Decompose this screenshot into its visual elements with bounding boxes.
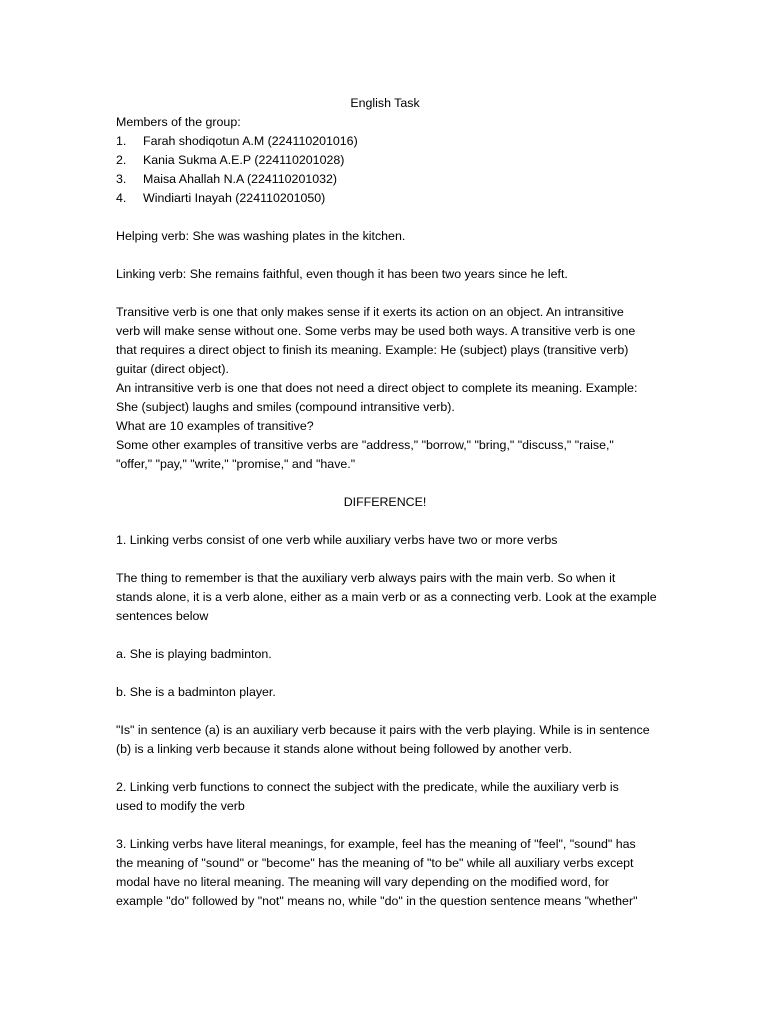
list-item xyxy=(116,189,654,208)
list-item xyxy=(116,132,654,151)
paragraph-line: example "do" followed by "not" means no, while "do" in the question sentence means "whether" xyxy=(116,894,638,908)
list-number: 2. xyxy=(116,153,127,167)
members-heading: Members of the group: xyxy=(116,115,241,129)
list-item xyxy=(116,151,654,170)
member-name: Windiarti Inayah (224110201050) xyxy=(143,191,326,205)
document-title: English Task xyxy=(350,96,420,110)
member-name: Farah shodiqotun A.M (224110201016) xyxy=(143,134,358,148)
paragraph-line: An intransitive verb is one that does not need a direct object to complete its meaning. Example: xyxy=(116,381,638,395)
paragraph-line: The thing to remember is that the auxiliary verb always pairs with the main verb. So when it xyxy=(116,571,616,585)
point-3 xyxy=(116,835,654,911)
paragraph-line: She (subject) laughs and smiles (compound intransitive verb). xyxy=(116,400,455,414)
paragraph-line: 2. Linking verb functions to connect the subject with the predicate, while the auxiliary verb is xyxy=(116,780,619,794)
helping-verb-paragraph: Helping verb: She was washing plates in the kitchen. xyxy=(116,229,406,243)
paragraph-line: that requires a direct object to finish its meaning. Example: He (subject) plays (transitive verb) xyxy=(116,343,629,357)
example-a: a. She is playing badminton. xyxy=(116,647,272,661)
member-name: Maisa Ahallah N.A (224110201032) xyxy=(143,172,338,186)
list-number: 3. xyxy=(116,172,127,186)
paragraph-line: stands alone, it is a verb alone, either as a main verb or as a connecting verb. Look at the example xyxy=(116,590,657,604)
paragraph-line: "offer," "pay," "write," "promise," and "have." xyxy=(116,457,356,471)
paragraph-line: guitar (direct object). xyxy=(116,362,229,376)
paragraph-line: Some other examples of transitive verbs are "address," "borrow," "bring," "discuss," "raise," xyxy=(116,438,614,452)
paragraph-line: 3. Linking verbs have literal meanings, for example, feel has the meaning of "feel", "sound" has xyxy=(116,837,636,851)
transitive-paragraph xyxy=(116,303,654,474)
paragraph-line: (b) is a linking verb because it stands alone without being followed by another verb. xyxy=(116,742,572,756)
point-1: 1. Linking verbs consist of one verb while auxiliary verbs have two or more verbs xyxy=(116,533,558,547)
point-2 xyxy=(116,778,654,816)
member-name: Kania Sukma A.E.P (224110201028) xyxy=(143,153,345,167)
paragraph-line: What are 10 examples of transitive? xyxy=(116,419,314,433)
example-b: b. She is a badminton player. xyxy=(116,685,276,699)
paragraph-line: modal have no literal meaning. The meaning will vary depending on the modified word, for xyxy=(116,875,609,889)
members-list xyxy=(116,132,654,208)
remember-paragraph xyxy=(116,569,657,626)
paragraph-line: Transitive verb is one that only makes sense if it exerts its action on an object. An intransitive xyxy=(116,305,624,319)
list-number: 1. xyxy=(116,134,127,148)
is-explanation-paragraph xyxy=(116,721,654,759)
paragraph-line: used to modify the verb xyxy=(116,799,245,813)
difference-heading: DIFFERENCE! xyxy=(343,495,427,509)
paragraph-line: the meaning of "sound" or "become" has the meaning of "to be" while all auxiliary verbs except xyxy=(116,856,634,870)
list-number: 4. xyxy=(116,191,127,205)
paragraph-line: sentences below xyxy=(116,609,209,623)
linking-verb-paragraph: Linking verb: She remains faithful, even though it has been two years since he left. xyxy=(116,267,568,281)
paragraph-line: "Is" in sentence (a) is an auxiliary verb because it pairs with the verb playing. While is in sentence xyxy=(116,723,650,737)
list-item xyxy=(116,170,654,189)
paragraph-line: verb will make sense without one. Some verbs may be used both ways. A transitive verb is one xyxy=(116,324,636,338)
